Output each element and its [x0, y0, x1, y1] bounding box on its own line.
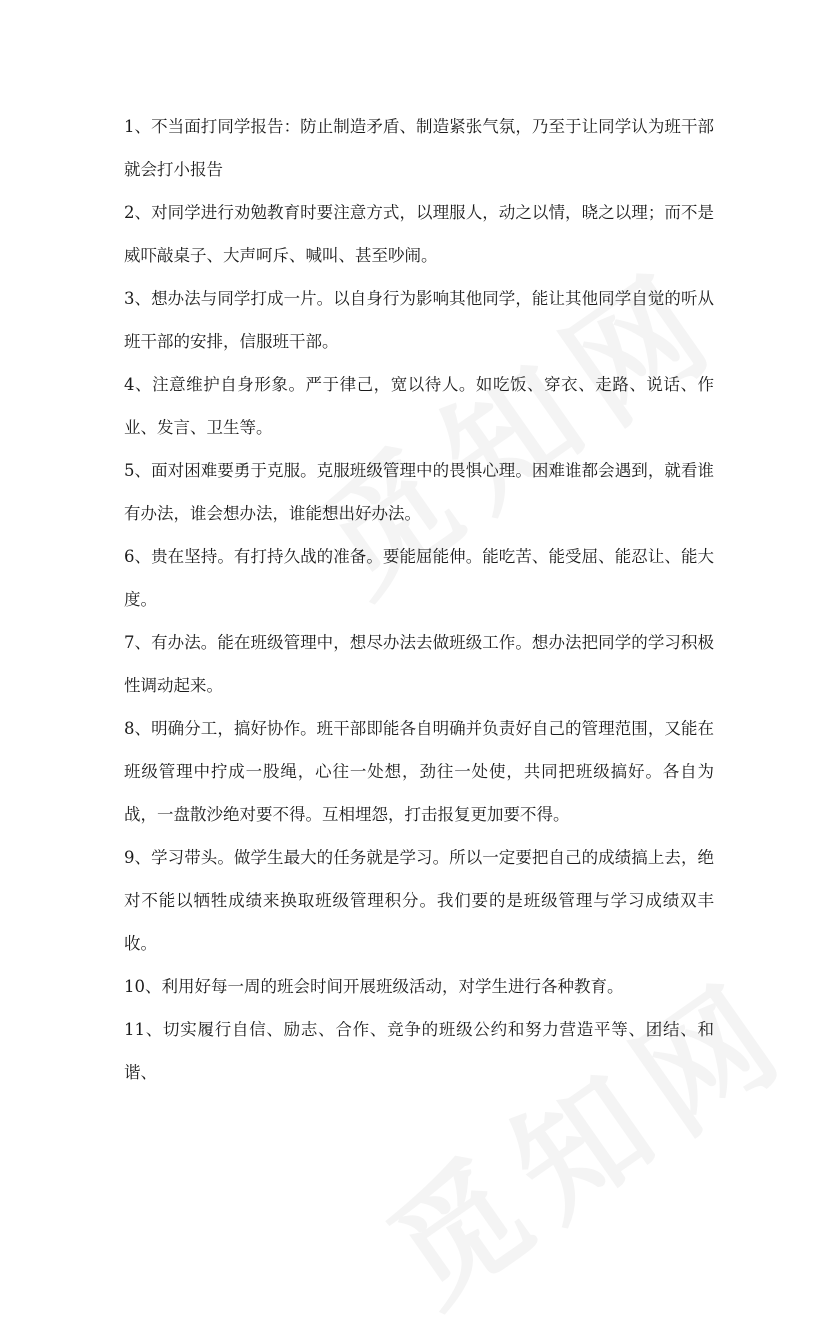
document-body [124, 105, 714, 1094]
paragraph: 3、想办法与同学打成一片。以自身行为影响其他同学，能让其他同学自觉的听从班干部的安排，信服班干部。 [124, 289, 714, 351]
paragraph: 1、不当面打同学报告：防止制造矛盾、制造紧张气氛，乃至于让同学认为班干部就会打小报告 [124, 117, 714, 179]
paragraph: 11、切实履行自信、励志、合作、竞争的班级公约和努力营造平等、团结、和谐、 [124, 1020, 714, 1082]
paragraph: 4、注意维护自身形象。严于律己，宽以待人。如吃饭、穿衣、走路、说话、作业、发言、卫生等。 [124, 375, 714, 437]
paragraph: 10、利用好每一周的班会时间开展班级活动，对学生进行各种教育。 [124, 977, 624, 996]
paragraph: 6、贵在坚持。有打持久战的准备。要能屈能伸。能吃苦、能受屈、能忍让、能大度。 [124, 547, 714, 609]
paragraph: 7、有办法。能在班级管理中，想尽办法去做班级工作。想办法把同学的学习积极性调动起来。 [124, 633, 714, 695]
paragraph: 2、对同学进行劝勉教育时要注意方式，以理服人，动之以情，晓之以理；而不是威吓敲桌子、大声呵斥、喊叫、甚至吵闹。 [124, 203, 714, 265]
paragraph: 5、面对困难要勇于克服。克服班级管理中的畏惧心理。困难谁都会遇到，就看谁有办法，谁会想办法，谁能想出好办法。 [124, 461, 714, 523]
paragraph: 9、学习带头。做学生最大的任务就是学习。所以一定要把自己的成绩搞上去，绝对不能以牺牲成绩来换取班级管理积分。我们要的是班级管理与学习成绩双丰收。 [124, 848, 714, 953]
paragraph: 8、明确分工，搞好协作。班干部即能各自明确并负责好自己的管理范围，又能在班级管理中拧成一股绳，心往一处想，劲往一处使，共同把班级搞好。各自为战，一盘散沙绝对要不得。互相埋怨，打击报复更加要不得。 [124, 719, 714, 824]
